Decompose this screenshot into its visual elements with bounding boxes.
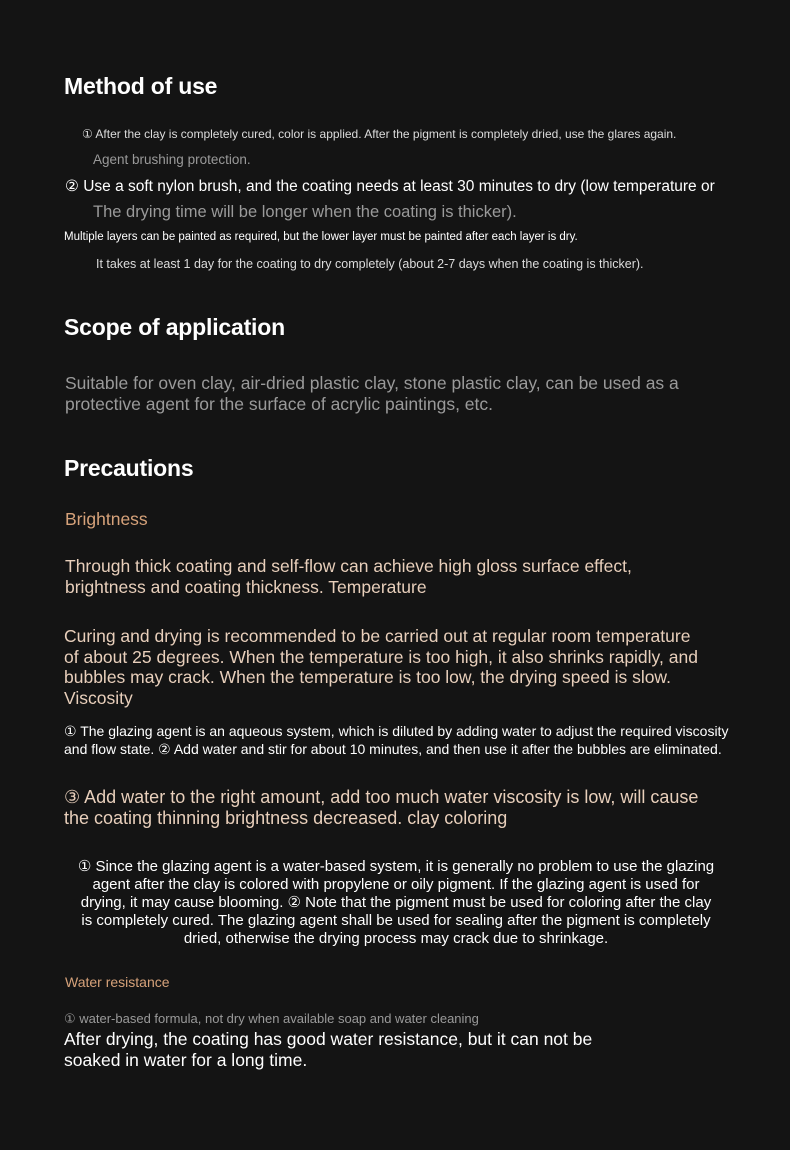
method-step-2-continued: The drying time will be longer when the coating is thicker).	[93, 203, 517, 221]
precautions-title: Precautions	[64, 455, 194, 481]
water-resistance-label: Water resistance	[65, 974, 170, 990]
water-formula-text: ① water-based formula, not dry when available soap and water cleaning	[64, 1011, 479, 1026]
scope-text: Suitable for oven clay, air-dried plastic clay, stone plastic clay, can be used as a protective agent for the surface of acrylic paintings, etc.	[65, 373, 679, 414]
curing-text: Curing and drying is recommended to be carried out at regular room temperature of about 25 degrees. When the temperature is too high, it also shrinks rapidly, and bubbles may crack. When the temperature is too low, the drying speed is slow. Viscosity	[64, 626, 698, 708]
scope-title: Scope of application	[64, 314, 285, 340]
method-title: Method of use	[64, 73, 218, 99]
coloring-text: ① Since the glazing agent is a water-based system, it is generally no problem to use the glazing agent after the clay is colored with propylene or oily pigment. If the glazing agent is used for drying, it may cause blooming. ② Note that the pigment must be used for coloring after the clay is completely cured. The glazing agent shall be used for sealing after the pigment is completely dried, otherwise the drying process may crack due to shrinkage.	[77, 858, 715, 947]
method-step-1: ① After the clay is completely cured, color is applied. After the pigment is completely dried, use the glares again.	[82, 127, 677, 141]
method-step-1-continued: Agent brushing protection.	[93, 152, 251, 167]
method-step-2: ② Use a soft nylon brush, and the coating needs at least 30 minutes to dry (low temperature or	[65, 178, 715, 195]
method-layers-note: Multiple layers can be painted as required, but the lower layer must be painted after each layer is dry.	[64, 231, 578, 243]
water-after-text: After drying, the coating has good water resistance, but it can not be soaked in water for a long time.	[64, 1029, 593, 1070]
brightness-text: Through thick coating and self-flow can achieve high gloss surface effect, brightness and coating thickness. Temperature	[65, 556, 632, 597]
water-amount-text: ③ Add water to the right amount, add too much water viscosity is low, will cause the coating thinning brightness decreased. clay coloring	[64, 787, 699, 828]
viscosity-text: ① The glazing agent is an aqueous system, which is diluted by adding water to adjust the required viscosity and flow state. ② Add water and stir for about 10 minutes, and then use it after the bubbles are eliminated.	[64, 723, 729, 757]
brightness-label: Brightness	[65, 509, 148, 529]
method-full-dry-note: It takes at least 1 day for the coating to dry completely (about 2-7 days when the coating is thicker).	[96, 257, 644, 271]
